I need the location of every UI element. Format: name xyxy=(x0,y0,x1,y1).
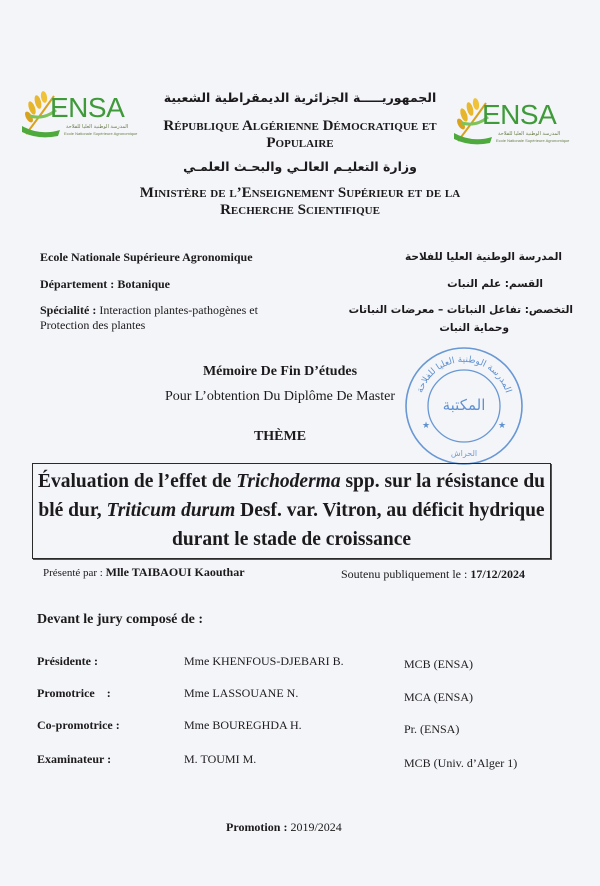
promotion xyxy=(226,820,342,835)
title-italic-genus: Trichoderma xyxy=(236,471,341,492)
ministry-title-line2: Recherche Scientifique xyxy=(220,202,380,218)
jury-heading: Devant le jury composé de : xyxy=(37,612,204,627)
title-line3 xyxy=(33,525,550,554)
stamp-center-text: المكتبة xyxy=(442,396,486,414)
library-stamp xyxy=(402,344,526,468)
defended-on xyxy=(341,567,525,582)
logo-text: ENSA xyxy=(482,99,557,130)
promotion-value: 2019/2024 xyxy=(290,820,342,834)
stamp-bottom-text: الحراش xyxy=(450,449,478,458)
arabic-school-name: المدرسة الوطنية العليا للفلاحة xyxy=(405,251,562,263)
thesis-title-box xyxy=(32,463,551,559)
presented-label: Présenté par : xyxy=(43,567,106,579)
jury-rank: MCB (Univ. d’Alger 1) xyxy=(404,756,518,770)
arabic-republic-title: الجمهوريـــــة الجزائرية الديمقراطية الشعبية xyxy=(163,90,437,105)
title-text: Desf. var. Vitron, au déficit hydrique xyxy=(235,500,545,521)
jury-rank: MCB (ENSA) xyxy=(404,657,474,671)
arabic-specialty-line2: وحماية النبات xyxy=(439,322,509,334)
jury-role: Présidente : xyxy=(37,654,98,668)
memoir-heading: Mémoire De Fin D’études xyxy=(202,364,358,379)
title-text: durant le stade de croissance xyxy=(171,529,412,550)
title-text: Évaluation de l’effet de xyxy=(37,471,237,492)
presented-by xyxy=(43,565,245,580)
jury-name: Mme KHENFOUS-DJEBARI B. xyxy=(184,654,344,668)
stamp-seal-icon xyxy=(402,344,526,468)
logo-arabic-subtitle: المدرسة الوطنية العليا للفلاحة xyxy=(66,124,129,130)
ministry-title-line1: Ministère de l’Enseignement Supérieur et de la xyxy=(139,185,461,201)
jury-name: M. TOUMI M. xyxy=(184,752,257,766)
promotion-label: Promotion : xyxy=(226,820,291,834)
jury-role: Co-promotrice : xyxy=(37,718,120,732)
jury-role: Promotrice : xyxy=(37,686,111,700)
republic-title-line2: Populaire xyxy=(266,135,334,151)
department-value: Botanique xyxy=(117,277,170,291)
stamp-star-right: ★ xyxy=(498,420,507,430)
title-italic-species: Triticum durum xyxy=(106,500,236,521)
logo-french-subtitle: Ecole Nationale Supérieure Agronomique xyxy=(496,138,570,143)
department xyxy=(40,277,170,292)
republic-title-line1: République Algérienne Démocratique et xyxy=(163,118,437,134)
school-name: Ecole Nationale Supérieure Agronomique xyxy=(40,250,253,264)
logo-arabic-subtitle: المدرسة الوطنية العليا للفلاحة xyxy=(498,131,561,137)
arabic-specialty-line1: التخصص: تفاعل النباتات – معرضات النباتات xyxy=(348,304,573,316)
jury-member-row xyxy=(37,718,577,736)
arabic-ministry-title: وزارة التعليـم العالـي والبحـث العلمـي xyxy=(183,159,417,174)
specialty-label: Spécialité : xyxy=(40,303,100,317)
stamp-star-left: ★ xyxy=(422,420,431,430)
defended-value: 17/12/2024 xyxy=(470,567,525,581)
jury-member-row xyxy=(37,686,577,704)
jury-member-row xyxy=(37,654,577,672)
jury-rank: Pr. (ENSA) xyxy=(404,722,460,736)
jury-name: Mme LASSOUANE N. xyxy=(184,686,299,700)
memoir-subheading: Pour L’obtention Du Diplôme De Master xyxy=(164,389,396,404)
title-text: spp. sur la résistance du xyxy=(340,471,546,492)
jury-member-row xyxy=(37,752,577,770)
title-line2 xyxy=(33,496,550,525)
logo-text: ENSA xyxy=(50,92,125,123)
title-text: blé dur, xyxy=(38,500,107,521)
specialty-value-line2: Protection des plantes xyxy=(40,318,146,332)
stamp-ring-text: المدرسة الوطنية العليا للفلاحة xyxy=(415,354,513,395)
jury-rank: MCA (ENSA) xyxy=(404,690,474,704)
jury-name: Mme BOUREGHDA H. xyxy=(184,718,302,732)
jury-role: Examinateur : xyxy=(37,752,112,766)
theme-label: THÈME xyxy=(253,429,307,444)
ensa-logo-left xyxy=(20,86,138,142)
title-line1 xyxy=(33,467,550,496)
specialty-value-line1: Interaction plantes-pathogènes et xyxy=(99,303,258,317)
presented-value: Mlle TAIBAOUI Kaouthar xyxy=(105,565,245,579)
department-label: Département : xyxy=(40,277,118,291)
logo-french-subtitle: Ecole Nationale Supérieure Agronomique xyxy=(64,131,138,136)
defended-label: Soutenu publiquement le : xyxy=(341,567,471,581)
arabic-department: القسم: علم النبات xyxy=(447,278,543,290)
specialty xyxy=(40,303,258,318)
